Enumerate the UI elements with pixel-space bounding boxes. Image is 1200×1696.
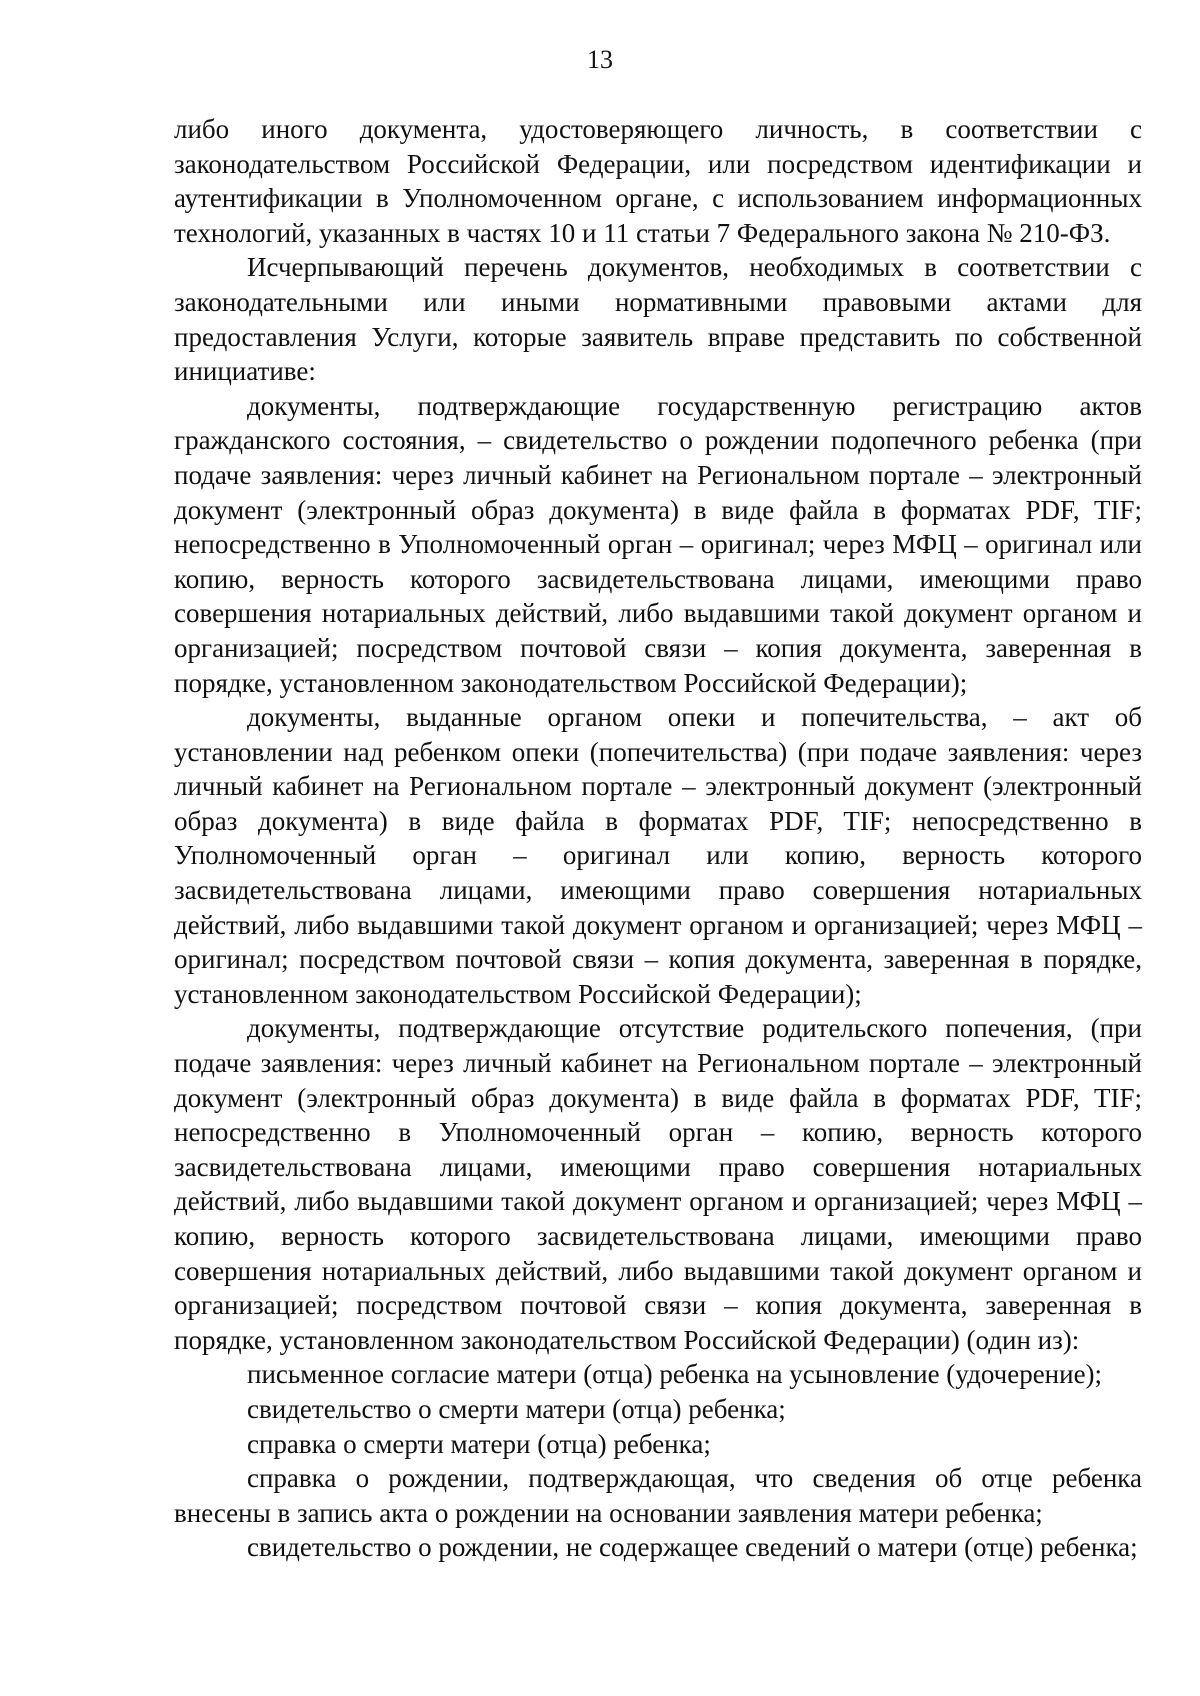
list-item-consent: письменное согласие матери (отца) ребенка на усыновление (удочерение);	[247, 1359, 1103, 1390]
page-number: 13	[587, 45, 613, 74]
list-item-birth-certificate: свидетельство о рождении, не содержащее сведений о матери (отце) ребенка;	[247, 1532, 1138, 1563]
paragraph-guardianship-act: документы, выданные органом опеки и попечительства, – акт об установлении над ребенком опеки (попечительства) (при подаче заявления: через личный кабинет на Региональном портале – электронный документ (электронный образ документа) в виде файла в форматах PDF, TIF; непосредственно в Уполномоченный орган – оригинал или копию, верность которого засвидетельствована лицами, имеющими право совершения нотариальных действий, либо выдавшими такой документ органом и организацией; через МФЦ – оригинал; посредством почтовой связи – копия документа, заверенная в порядке, установленном законодательством Российской Федерации);	[174, 702, 1142, 1009]
document-body	[174, 112, 1142, 1565]
paragraph-civil-registration: документы, подтверждающие государственную регистрацию актов гражданского состояния, – свидетельство о рождении подопечного ребенка (при подаче заявления: через личный кабинет на Региональном портале – электронный документ (электронный образ документа) в виде файла в форматах PDF, TIF; непосредственно в Уполномоченный орган – оригинал; через МФЦ – оригинал или копию, верность которого засвидетельствована лицами, имеющими право совершения нотариальных действий, либо выдавшими такой документ органом и организацией; посредством почтовой связи – копия документа, заверенная в порядке, установленном законодательством Российской Федерации);	[174, 390, 1142, 698]
paragraph-continuation: либо иного документа, удостоверяющего личность, в соответствии с законодательством Российской Федерации, или посредством идентификации и аутентификации в Уполномоченном органе, с использованием информационных технологий, указанных в частях 10 и 11 статьи 7 Федерального закона № 210-ФЗ.	[174, 114, 1142, 248]
list-item-birth-notice: справка о рождении, подтверждающая, что сведения об отце ребенка внесены в запись акта о рождении на основании заявления матери ребенка;	[174, 1463, 1142, 1528]
list-item-death-notice: справка о смерти матери (отца) ребенка;	[247, 1428, 711, 1459]
paragraph-document-list-intro: Исчерпывающий перечень документов, необходимых в соответствии с законодательными или иными нормативными правовыми актами для предоставления Услуги, которые заявитель вправе представить по собственной инициативе:	[174, 252, 1142, 387]
paragraph-parental-care-absence: документы, подтверждающие отсутствие родительского попечения, (при подаче заявления: через личный кабинет на Региональном портале – электронный документ (электронный образ документа) в виде файла в форматах PDF, TIF; непосредственно в Уполномоченный орган – копию, верность которого засвидетельствована лицами, имеющими право совершения нотариальных действий, либо выдавшими такой документ органом и организацией; через МФЦ – копию, верность которого засвидетельствована лицами, имеющими право совершения нотариальных действий, либо выдавшими такой документ органом и организацией; посредством почтовой связи – копия документа, заверенная в порядке, установленном законодательством Российской Федерации) (один из):	[174, 1013, 1142, 1355]
list-item-death-certificate: свидетельство о смерти матери (отца) ребенка;	[247, 1393, 786, 1424]
